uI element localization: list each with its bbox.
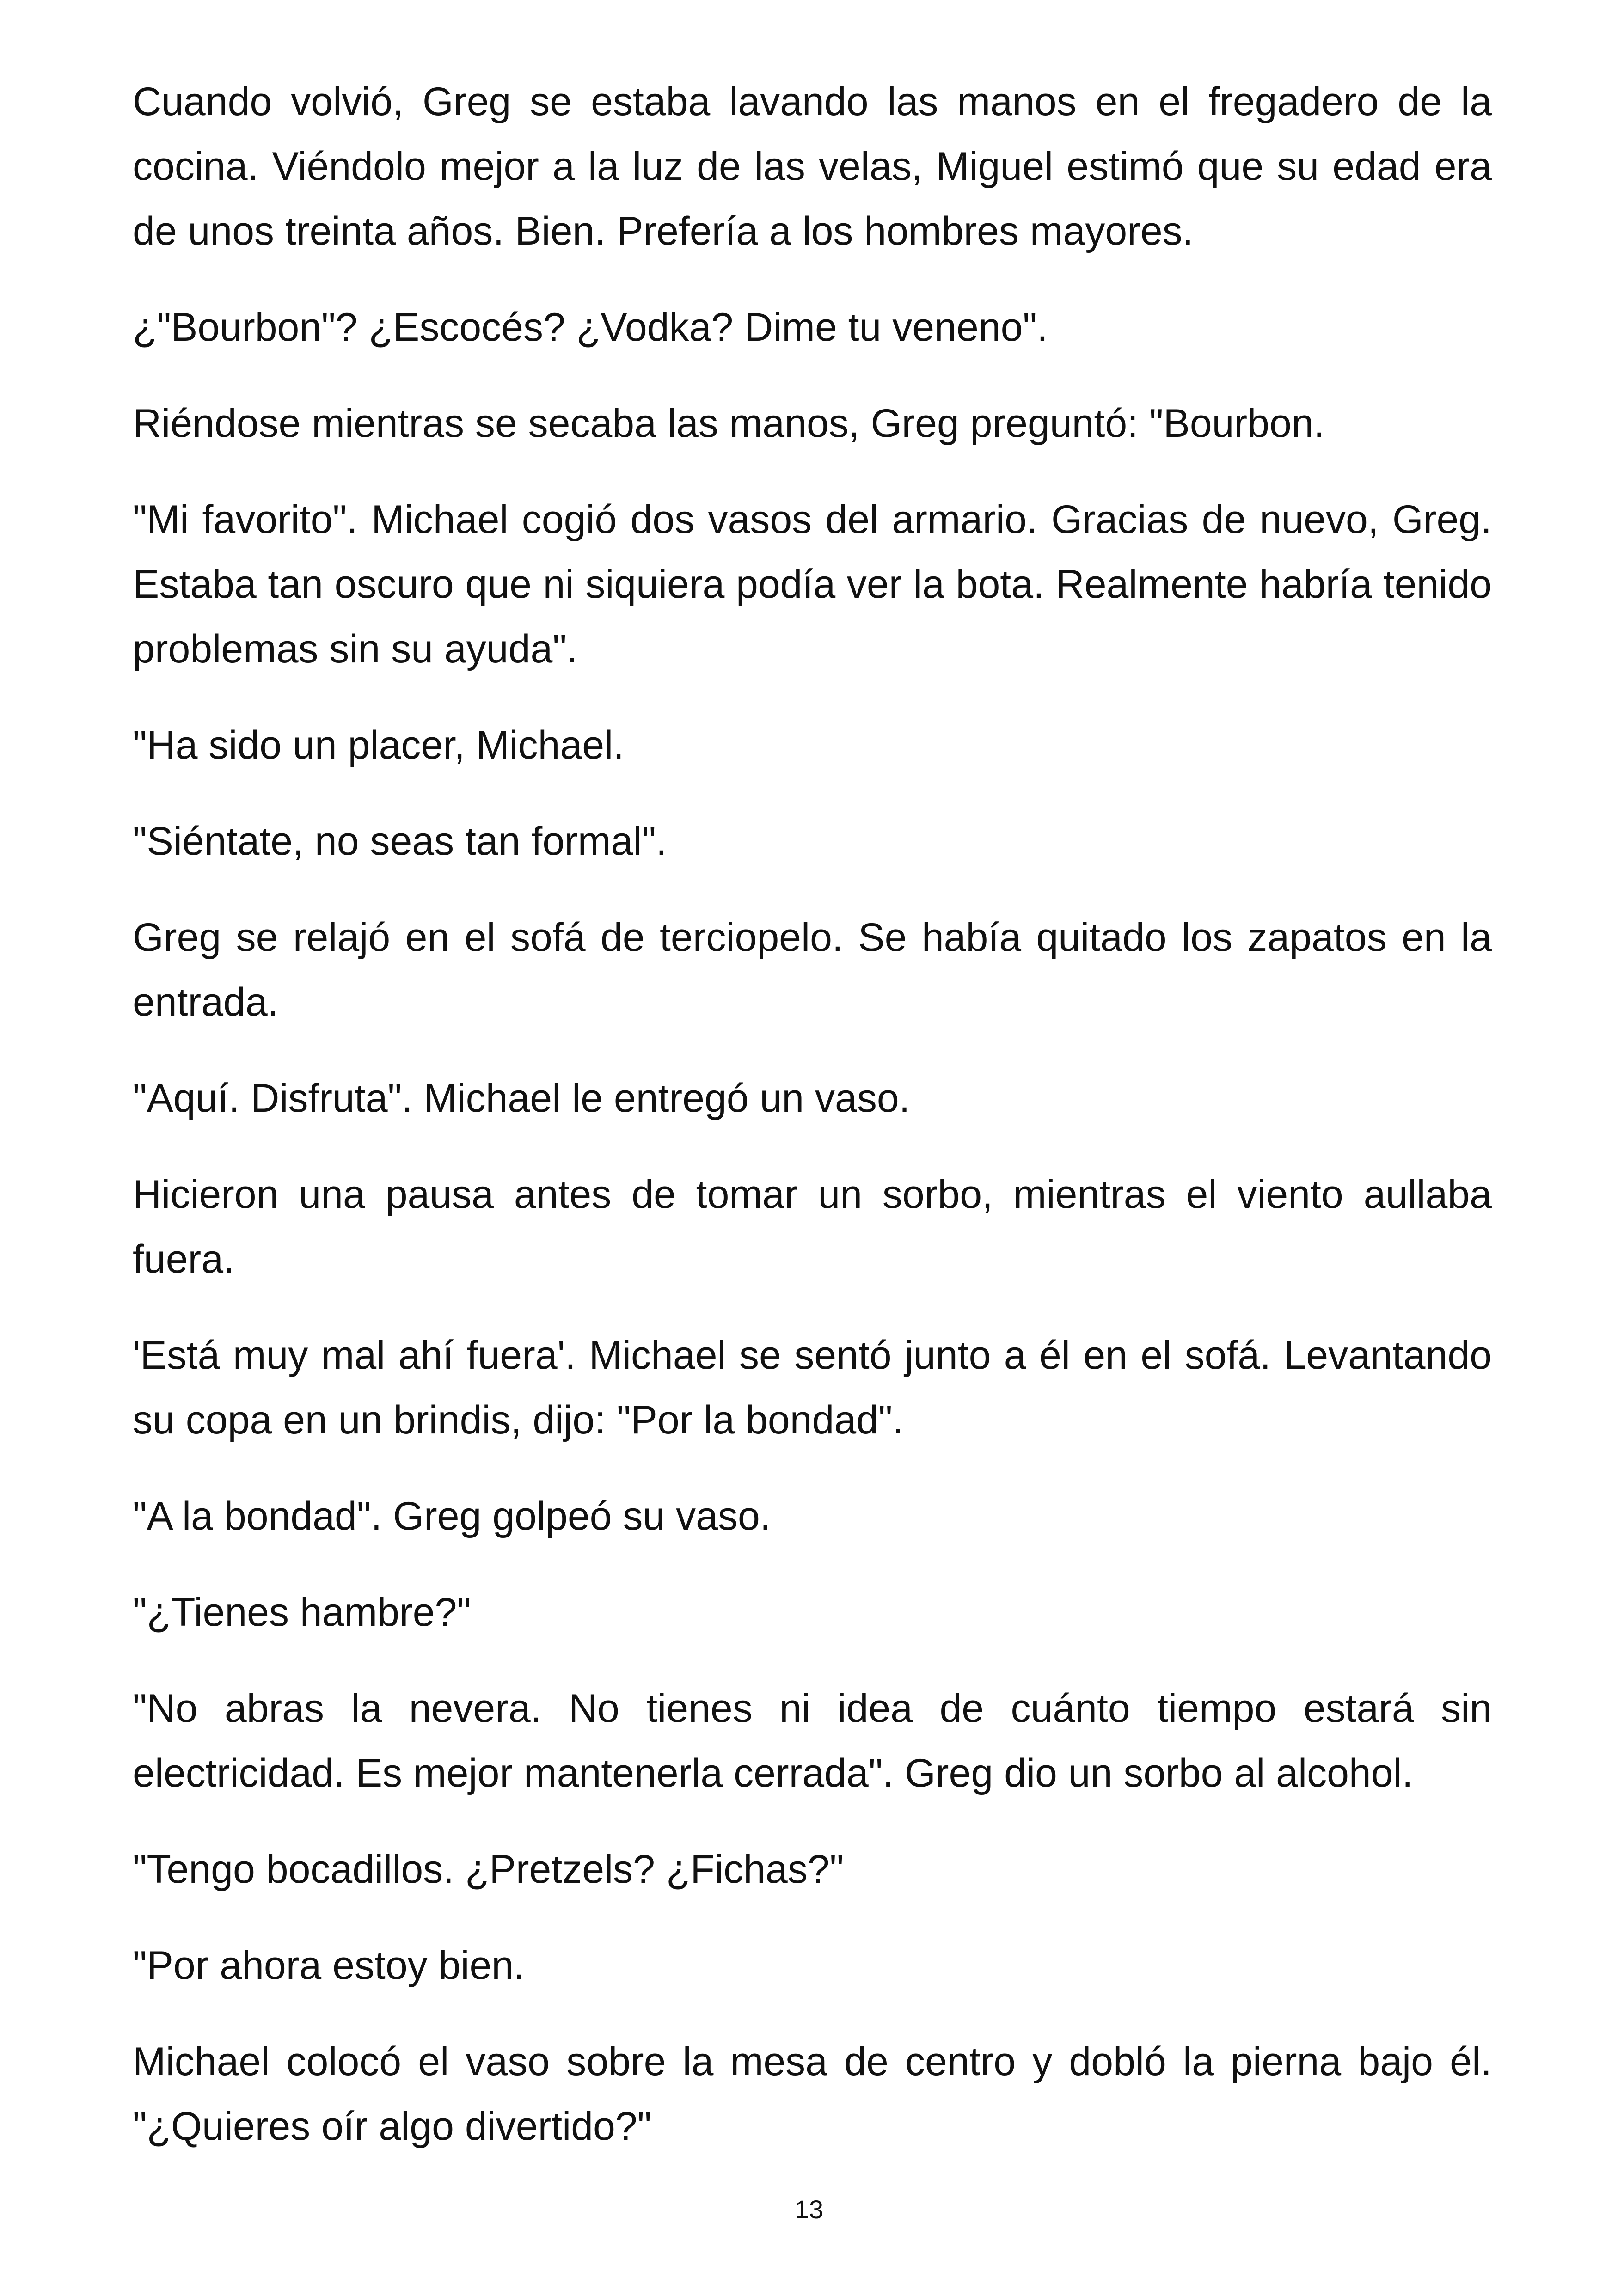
paragraph: 'Está muy mal ahí fuera'. Michael se sentó junto a él en el sofá. Levantando su copa en un brindis, dijo: "Por la bondad".: [133, 1333, 1492, 1442]
paragraph: "Por ahora estoy bien.: [133, 1943, 525, 1988]
paragraph: Riéndose mientras se secaba las manos, Greg preguntó: "Bourbon.: [133, 401, 1325, 446]
body-text: [133, 69, 1492, 2190]
paragraph: "Siéntate, no seas tan formal".: [133, 819, 667, 863]
paragraph: Cuando volvió, Greg se estaba lavando las manos en el fregadero de la cocina. Viéndolo mejor a la luz de las velas, Miguel estimó que su edad era de unos treinta años. Bien. Prefería a los hombres mayores.: [133, 80, 1492, 253]
page-number: 13: [794, 2195, 824, 2224]
paragraph: "Tengo bocadillos. ¿Pretzels? ¿Fichas?": [133, 1847, 844, 1892]
paragraph: "Mi favorito". Michael cogió dos vasos del armario. Gracias de nuevo, Greg. Estaba tan oscuro que ni siquiera podía ver la bota. Realmente habría tenido problemas sin su ayuda".: [133, 497, 1492, 671]
paragraph: "No abras la nevera. No tienes ni idea de cuánto tiempo estará sin electricidad. Es mejor mantenerla cerrada". Greg dio un sorbo al alcohol.: [133, 1686, 1492, 1795]
paragraph: Hicieron una pausa antes de tomar un sorbo, mientras el viento aullaba fuera.: [133, 1172, 1492, 1281]
paragraph: ¿"Bourbon"? ¿Escocés? ¿Vodka? Dime tu veneno".: [133, 305, 1048, 349]
paragraph: "¿Tienes hambre?": [133, 1590, 471, 1635]
paragraph: Michael colocó el vaso sobre la mesa de centro y dobló la pierna bajo él. "¿Quieres oír algo divertido?": [133, 2039, 1492, 2149]
paragraph: "A la bondad". Greg golpeó su vaso.: [133, 1494, 771, 1538]
paragraph: Greg se relajó en el sofá de terciopelo. Se había quitado los zapatos en la entrada.: [133, 915, 1492, 1024]
paragraph: "Aquí. Disfruta". Michael le entregó un vaso.: [133, 1076, 910, 1120]
paragraph: "Ha sido un placer, Michael.: [133, 723, 625, 767]
